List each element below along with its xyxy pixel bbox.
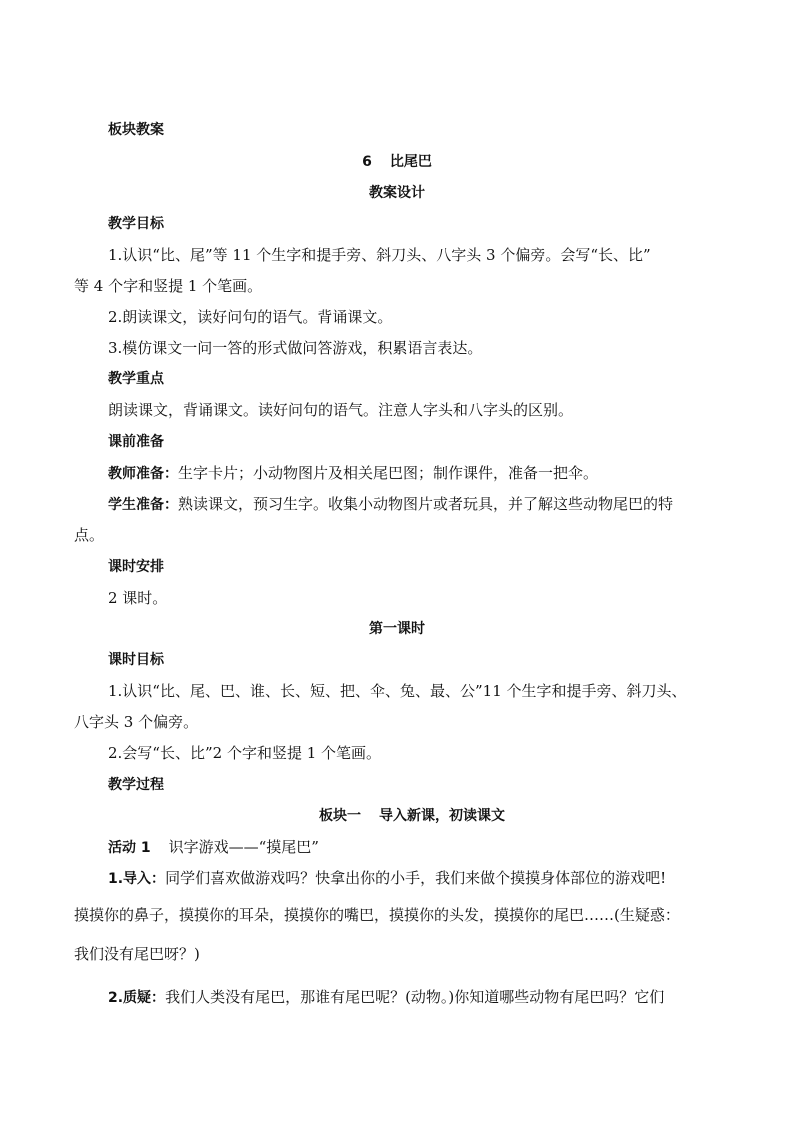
goal-1-line-2: 等 4 个字和竖提 1 个笔画。 xyxy=(74,277,263,295)
goal-2: 2.朗读课文，读好问句的语气。背诵课文。 xyxy=(108,308,393,326)
block-1-heading xyxy=(0,806,794,826)
lesson-goal-1-line-1: 1.认识“比、尾、巴、谁、长、短、把、伞、兔、最、公”11 个生字和提手旁、斜刀头、 xyxy=(108,682,687,700)
block-1-title: 导入新课，初读课文 xyxy=(379,808,505,824)
block-1-label: 板块一 xyxy=(319,808,361,824)
lesson-number: 6 xyxy=(362,154,372,170)
goals-heading: 教学目标 xyxy=(108,216,164,232)
student-prep-text-line-2: 点。 xyxy=(74,526,105,544)
design-heading: 教案设计 xyxy=(369,185,425,201)
schedule-heading: 课时安排 xyxy=(108,559,164,575)
teacher-prep-text: 生字卡片；小动物图片及相关尾巴图；制作课件，准备一把伞。 xyxy=(178,464,599,482)
lesson-goal-2: 2.会写“长、比”2 个字和竖提 1 个笔画。 xyxy=(108,744,382,762)
goal-3: 3.模仿课文一问一答的形式做问答游戏，积累语言表达。 xyxy=(108,339,483,357)
schedule-text: 2 课时。 xyxy=(108,589,168,607)
teacher-prep xyxy=(108,463,598,484)
first-lesson-heading: 第一课时 xyxy=(369,621,425,637)
activity-1-label: 活动 1 xyxy=(108,840,151,856)
intro-paragraph-line-3: 我们没有尾巴呀？) xyxy=(74,945,200,963)
student-prep-text-line-1: 熟读课文，预习生字。收集小动物图片或者玩具，并了解这些动物尾巴的特 xyxy=(178,495,674,513)
student-prep-label: 学生准备： xyxy=(108,497,178,513)
student-prep xyxy=(108,494,673,515)
goal-1-line-1: 1.认识“比、尾”等 11 个生字和提手旁、斜刀头、八字头 3 个偏旁。会写“长、比” xyxy=(108,246,651,264)
question-text: 我们人类没有尾巴，那谁有尾巴呢？(动物。)你知道哪些动物有尾巴吗？它们 xyxy=(165,988,665,1006)
process-heading: 教学过程 xyxy=(108,777,164,793)
question-paragraph xyxy=(108,987,664,1008)
question-label: 2.质疑： xyxy=(108,990,166,1006)
intro-text: 同学们喜欢做游戏吗？快拿出你的小手，我们来做个摸摸身体部位的游戏吧! xyxy=(165,869,667,887)
prep-heading: 课前准备 xyxy=(108,434,164,450)
lesson-title-line xyxy=(0,152,794,172)
lesson-goals-heading: 课时目标 xyxy=(108,652,164,668)
activity-1-title: 识字游戏——“摸尾巴” xyxy=(168,838,319,856)
intro-paragraph-line-1 xyxy=(108,868,666,889)
activity-1-heading xyxy=(108,837,319,858)
intro-label: 1.导入： xyxy=(108,871,166,887)
teacher-prep-label: 教师准备： xyxy=(108,466,178,482)
lesson-title: 比尾巴 xyxy=(389,154,432,170)
lesson-goal-1-line-2: 八字头 3 个偏旁。 xyxy=(74,713,199,731)
header-label: 板块教案 xyxy=(108,122,164,138)
intro-paragraph-line-2: 摸摸你的鼻子，摸摸你的耳朵，摸摸你的嘴巴，摸摸你的头发，摸摸你的尾巴……(生疑惑： xyxy=(74,906,680,924)
key-text: 朗读课文，背诵课文。读好问句的语气。注意人字头和八字头的区别。 xyxy=(108,401,574,419)
key-heading: 教学重点 xyxy=(108,371,164,387)
